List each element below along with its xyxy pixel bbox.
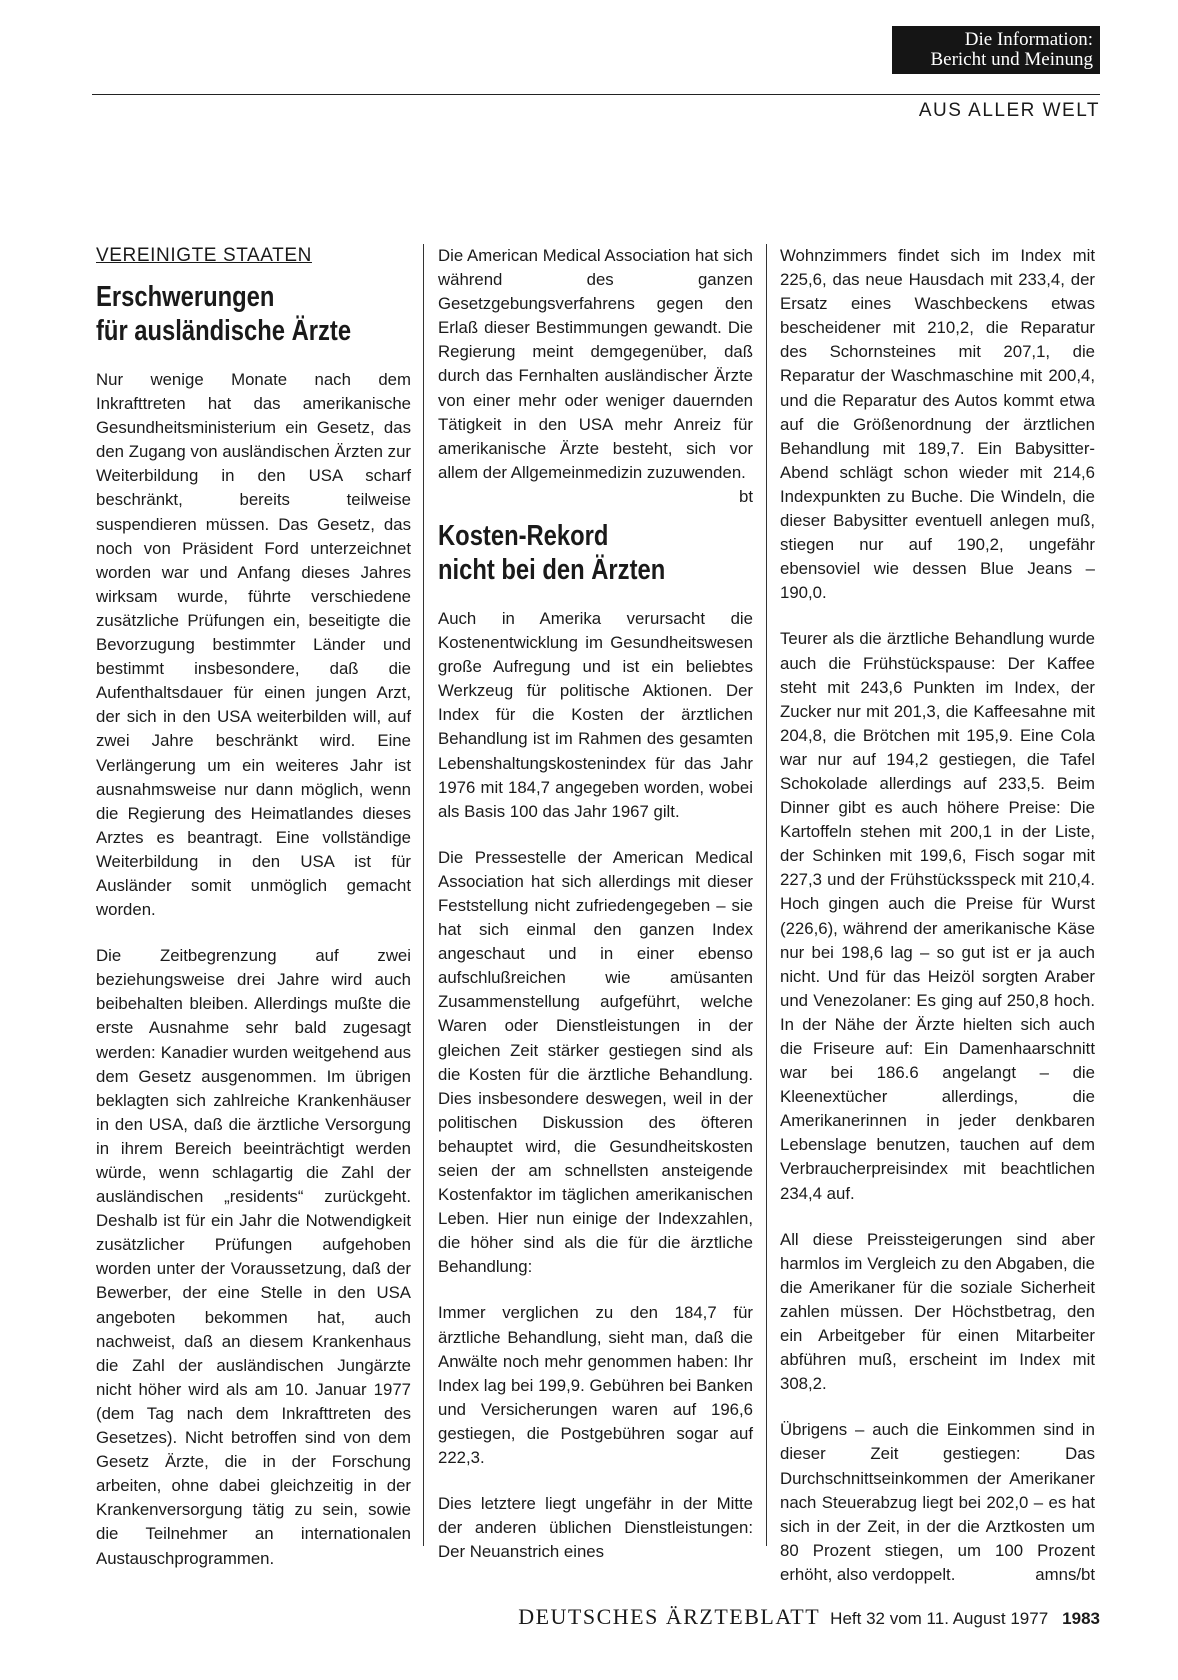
section-title: AUS ALLER WELT <box>918 100 1100 121</box>
issue-info: Heft 32 vom 11. August 1977 <box>830 1609 1049 1628</box>
section-badge <box>892 26 1100 74</box>
badge-line-1: Die Information: <box>964 29 1093 50</box>
column-1 <box>96 244 411 1593</box>
continuation-text: Die American Medical Association hat sich während des ganzen Gesetzgebungsverfahrens gegen den Erlaß dieser Bestimmungen gewandt. Die Regierung meint demgegenüber, daß durch das Fernhalten ausländischer Ärzte von einer mehr oder weniger dauernden Tätigkeit in den USA mehr Anreiz für amerikanische Ärzte besteht, sich vor allem der Allgemeinmedizin zuzuwenden. <box>438 246 753 482</box>
article-paragraph: Wohnzimmers findet sich im Index mit 225,6, das neue Hausdach mit 233,4, der Ersatz eines Waschbeckens etwas bescheidener mit 210,2, die Reparatur des Schornsteines mit 207,1, die Reparatur der Waschmaschine mit 200,4, und die Reparatur des Autos kommt etwa auf die Größenordnung der ärztlichen Behandlung mit 189,7. Ein Babysitter-Abend schlägt schon wieder mit 214,6 Indexpunkten zu Buche. Die Windeln, die dieser Babysitter eventuell anlegen muß, stiegen nur auf 190,2, ungefähr ebensoviel wie dessen Blue Jeans – 190,0. <box>780 246 1095 603</box>
article-paragraph <box>780 1418 1095 1587</box>
page-number: 1983 <box>1062 1609 1100 1628</box>
article-headline-2 <box>438 519 753 587</box>
author-signature: amns/bt <box>1035 1564 1095 1584</box>
headline-line: für ausländische Ärzte <box>96 315 352 347</box>
header-rule <box>92 94 1100 95</box>
article-paragraph: Teurer als die ärztliche Behandlung wurde auch die Frühstückspause: Der Kaffee steht mit 243,6 Punkten im Index, der Zucker nur mit 201,3, die Kaffeesahne mit 204,8, die Brötchen mit 195,9. Eine Cola war nur auf 194,2 gestiegen, die Tafel Schokolade allerdings auf 233,5. Beim Dinner gibt es auch höhere Preise: Die Kartoffeln stehen mit 200,1 in der Liste, der Schinken mit 199,6, Fisch sogar mit 227,3 und der Frühstücksspeck mit 210,4. Hoch gingen auch die Preise für Wurst (226,6), während der amerikanische Käse nur bei 198,6 lag – so gut ist er ja auch nicht. Und für das Heizöl sorgten Araber und Venezolaner: Es ging auf 250,8 hoch. In der Nähe der Ärzte hielten sich auch die Friseure auf: Ein Damenhaarschnitt war bei 186.6 angelangt – die Kleenextücher allerdings, die Amerikanerinnen in jeder denkbaren Lebenslage benutzen, tauchen auf dem Verbraucherpreisindex mit beachtlichen 234,4 auf. <box>780 629 1095 1203</box>
headline-line: Erschwerungen <box>96 281 275 313</box>
column-2 <box>438 244 753 1586</box>
badge-line-2: Bericht und Meinung <box>930 49 1093 70</box>
column-divider-2 <box>766 244 767 1546</box>
article-headline-1 <box>96 280 411 348</box>
column-divider-1 <box>423 244 424 1546</box>
article-paragraph: Nur wenige Monate nach dem Inkrafttreten hat das amerikanische Gesundheitsministerium ein Gesetz, das den Zugang von ausländischen Ärzten zur Weiterbildung in den USA scharf beschränkt, bereits teilweise suspendieren müssen. Das Gesetz, das noch von Präsident Ford unterzeichnet worden war und Anfang dieses Jahres wirksam wurde, führte verschiedene zusätzliche Prüfungen ein, beseitigte die Bevorzugung bestimmter Länder und bestimmt insbesondere, daß die Aufenthaltsdauer für einen jungen Arzt, der sich in den USA weiterbilden will, auf zwei Jahre beschränkt wird. Eine Verlängerung um ein weiteres Jahr ist ausnahmsweise nur dann möglich, wenn die Regierung des Heimatlandes dieses Arztes es beantragt. Eine vollständige Weiterbildung in den USA ist für Ausländer somit unmöglich gemacht worden. <box>96 370 411 920</box>
article-paragraph: Die Pressestelle der American Medical Association hat sich allerdings mit dieser Feststellung nicht zufriedengegeben – sie hat sich einmal den ganzen Index angeschaut und in einer ebenso aufschlußreichen wie amüsanten Zusammenstellung aufgeführt, welche Waren oder Dienstleistungen in der gleichen Zeit stärker gestiegen sind als die Kosten für die ärztliche Behandlung. Dies insbesondere deswegen, weil in der politischen Diskussion des öfteren behauptet wird, die Gesundheitskosten seien der am schnellsten ansteigende Kostenfaktor im täglichen amerikanischen Leben. Hier nun einige der Indexzahlen, die höher sind als die für die ärztliche Behandlung: <box>438 847 753 1277</box>
headline-line: nicht bei den Ärzten <box>438 553 666 586</box>
article-paragraph: All diese Preissteigerungen sind aber harmlos im Vergleich zu den Abgaben, die die Amerikaner für die soziale Sicherheit zahlen müssen. Der Höchstbetrag, den ein Arbeitgeber für einen Mitarbeiter abführen muß, erscheint im Index mit 308,2. <box>780 1229 1095 1394</box>
article-paragraph <box>438 244 753 506</box>
column-3 <box>780 244 1095 1609</box>
article-paragraph: Dies letztere liegt ungefähr in der Mitte der anderen üblichen Dienstleistungen: Der Neuanstrich eines <box>438 1494 753 1562</box>
final-paragraph-text: Übrigens – auch die Einkommen sind in dieser Zeit gestiegen: Das Durchschnittseinkommen der Amerikaner nach Steuerabzug liegt bei 202,0 – es hat sich in der Zeit, in der die Arztkosten um 80 Prozent stiegen, um 100 Prozent erhöht, also verdoppelt. <box>780 1420 1095 1584</box>
article-paragraph: Die Zeitbegrenzung auf zwei beziehungsweise drei Jahre wird auch beibehalten bleiben. Allerdings mußte die erste Ausnahme sehr bald zugesagt werden: Kanadier wurden weitgehend aus dem Gesetz ausgenommen. Im übrigen beklagten sich zahlreiche Krankenhäuser in den USA, daß die ärztliche Versorgung in ihrem Bereich beeinträchtigt werden würde, wenn schlagartig die Zahl der ausländischen „residents“ zurückgeht. Deshalb ist für ein Jahr die Notwendigkeit zusätzlicher Prüfungen aufgehoben worden unter der Voraussetzung, daß der Bewerber, der eine Stelle in den USA angeboten bekommen hat, auch nachweist, daß an diesem Krankenhaus die Zahl der ausländischen Jungärzte nicht höher wird als am 10. Januar 1977 (dem Tag nach dem Inkrafttreten des Gesetzes). Nicht betroffen sind von dem Gesetz Ärzte, die in der Forschung arbeiten, ohne dabei gleichzeitig in der Krankenversorgung tätig zu sein, sowie die Teilnehmer an internationalen Austauschprogrammen. <box>96 946 411 1568</box>
author-signature: bt <box>739 486 753 506</box>
headline-line: Kosten-Rekord <box>438 519 609 552</box>
article-paragraph: Immer verglichen zu den 184,7 für ärztliche Behandlung, sieht man, daß die Anwälte noch mehr genommen haben: Ihr Index lag bei 199,9. Gebühren bei Banken und Versicherungen waren auf 196,6 gestiegen, die Postgebühren sogar auf 222,3. <box>438 1303 753 1468</box>
page-footer <box>518 1604 1100 1630</box>
journal-name: DEUTSCHES ÄRZTEBLATT <box>518 1604 821 1629</box>
article-kicker: VEREINIGTE STAATEN <box>96 245 312 266</box>
article-paragraph: Auch in Amerika verursacht die Kostenentwicklung im Gesundheitswesen große Aufregung und ist ein beliebtes Werkzeug für politische Aktionen. Der Index für die Kosten der ärztlichen Behandlung ist im Rahmen des gesamten Lebenshaltungskostenindex für das Jahr 1976 mit 184,7 angegeben worden, wobei als Basis 100 das Jahr 1967 gilt. <box>438 608 753 821</box>
